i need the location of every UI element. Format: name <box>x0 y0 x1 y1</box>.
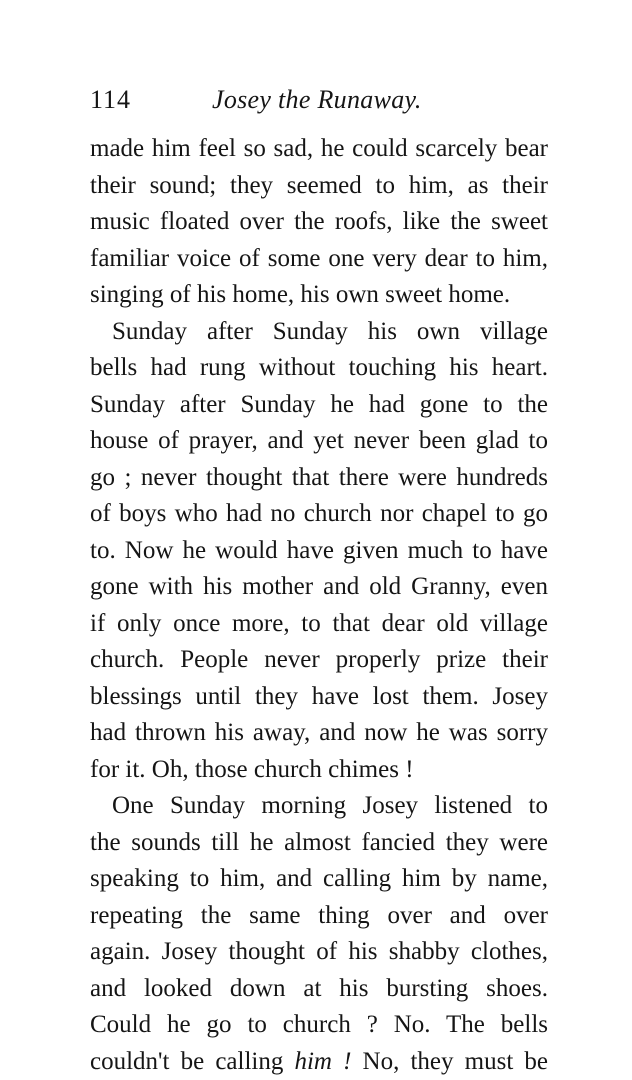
text-line: Sunday after Sunday he had gone to the <box>90 387 548 424</box>
text-line: to. Now he would have given much to have <box>90 533 548 570</box>
text-line: Sunday after Sunday his own village <box>90 314 548 351</box>
text-line: music floated over the roofs, like the sweet <box>90 204 548 241</box>
text-line: go ; never thought that there were hundreds <box>90 460 548 497</box>
text-line: church. People never properly prize their <box>90 642 548 679</box>
paragraph-3 <box>90 788 548 1080</box>
paragraph-2 <box>90 314 548 789</box>
text-line: repeating the same thing over and over <box>90 898 548 935</box>
text-segment: couldn't be calling <box>90 1048 294 1075</box>
body-text <box>90 131 548 1080</box>
text-line: and looked down at his bursting shoes. <box>90 971 548 1008</box>
text-line: if only once more, to that dear old village <box>90 606 548 643</box>
text-line: Could he go to church ? No. The bells <box>90 1007 548 1044</box>
text-line: blessings until they have lost them. Josey <box>90 679 548 716</box>
paragraph-1 <box>90 131 548 314</box>
emphasized-text: him ! <box>294 1048 351 1075</box>
text-segment: No, they must be <box>351 1048 548 1075</box>
running-title: Josey the Runaway. <box>212 82 422 118</box>
text-line: of boys who had no church nor chapel to go <box>90 496 548 533</box>
text-line: familiar voice of some one very dear to him, <box>90 241 548 278</box>
text-line: made him feel so sad, he could scarcely bear <box>90 131 548 168</box>
text-line: the sounds till he almost fancied they were <box>90 825 548 862</box>
page-number: 114 <box>90 82 131 118</box>
text-line: their sound; they seemed to him, as their <box>90 168 548 205</box>
text-line: had thrown his away, and now he was sorry <box>90 715 548 752</box>
text-line: gone with his mother and old Granny, even <box>90 569 548 606</box>
running-head <box>90 82 548 118</box>
text-line: bells had rung without touching his heart. <box>90 350 548 387</box>
text-line: for it. Oh, those church chimes ! <box>90 752 548 789</box>
text-line-final <box>90 1044 548 1080</box>
text-line: house of prayer, and yet never been glad to <box>90 423 548 460</box>
text-line: speaking to him, and calling him by name, <box>90 861 548 898</box>
text-line: singing of his home, his own sweet home. <box>90 277 548 314</box>
text-line: One Sunday morning Josey listened to <box>90 788 548 825</box>
text-line: again. Josey thought of his shabby clothes, <box>90 934 548 971</box>
